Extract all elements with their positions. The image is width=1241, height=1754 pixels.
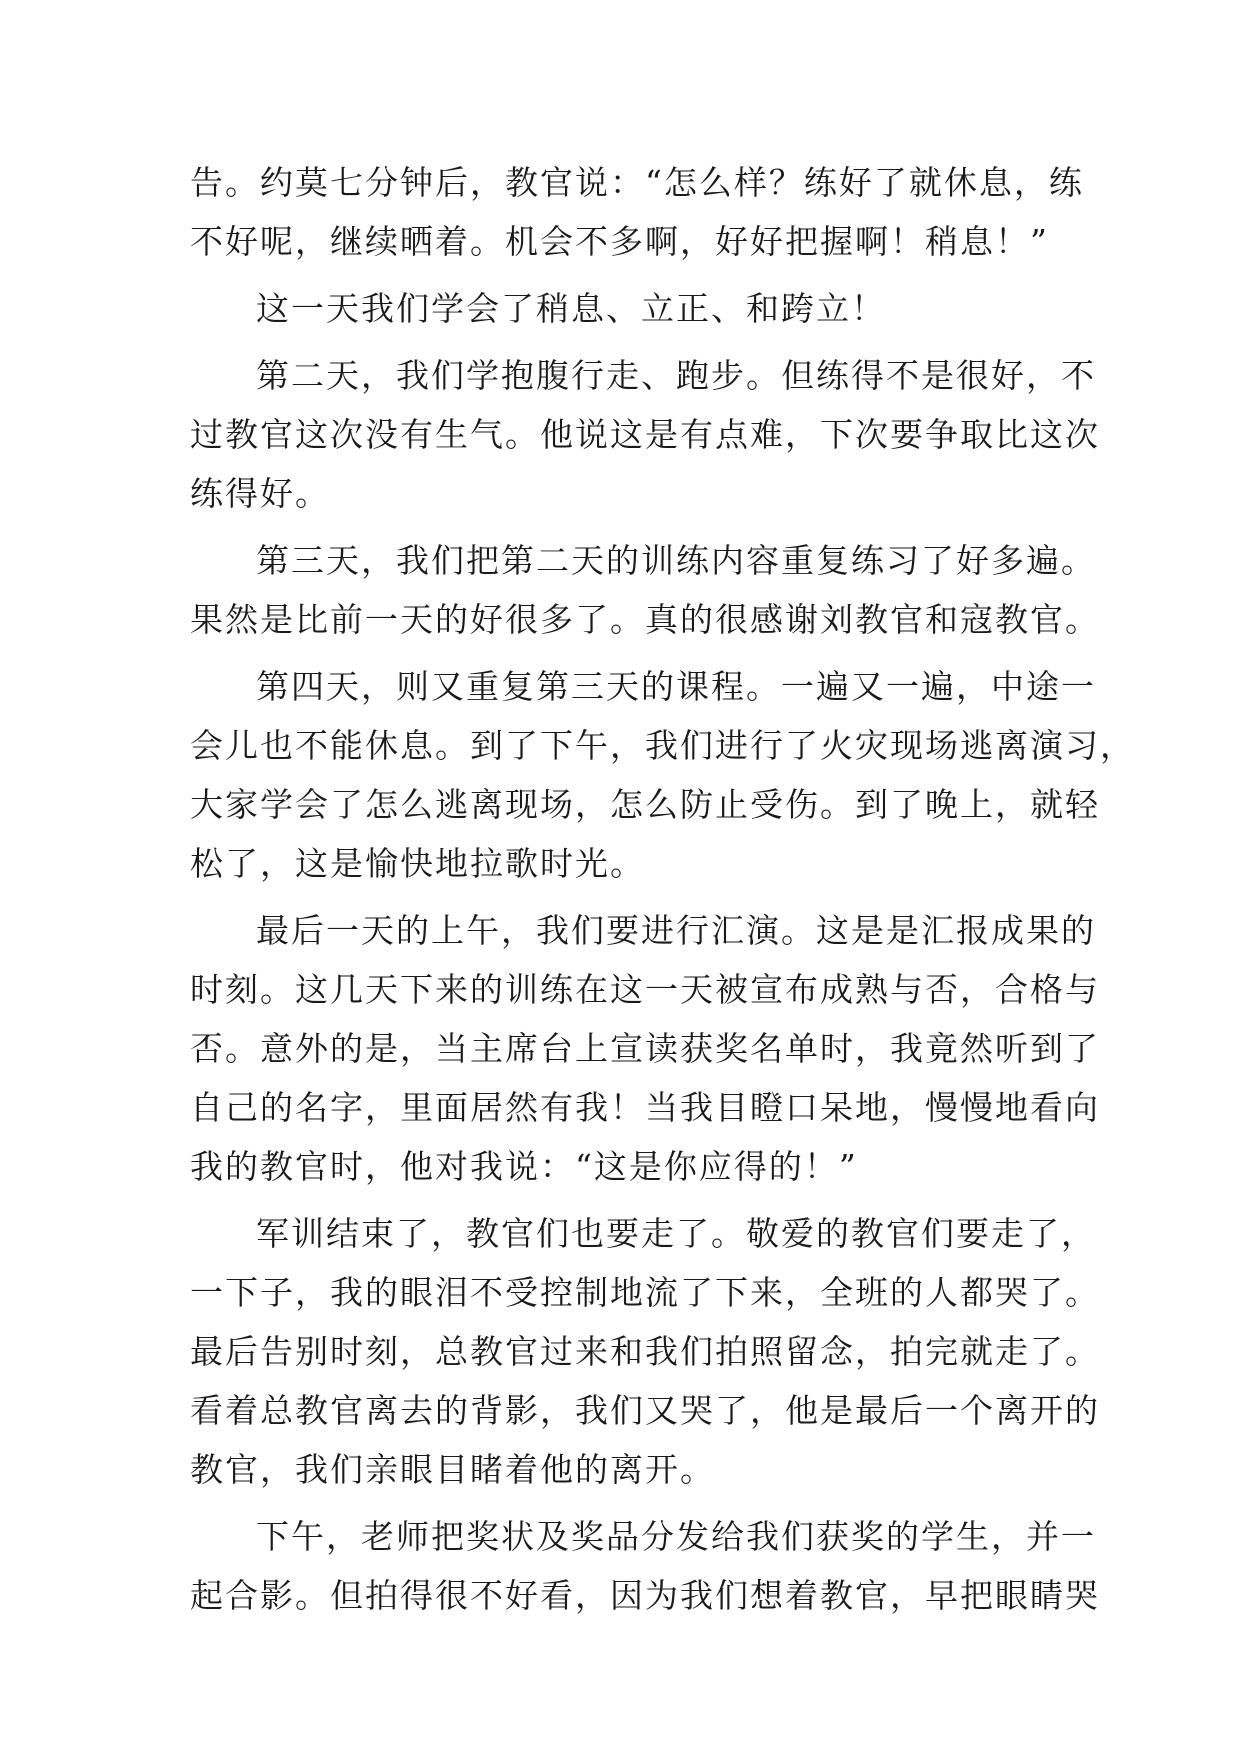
text-line: 过教官这次没有生气。他说这是有点难，下次要争取比这次 bbox=[190, 415, 1100, 454]
text-line: 看着总教官离去的背影，我们又哭了，他是最后一个离开的 bbox=[190, 1391, 1100, 1430]
paragraph-start-line: 第三天，我们把第二天的训练内容重复练习了好多遍。 bbox=[256, 541, 1096, 580]
document-body bbox=[190, 163, 1135, 1635]
text-line: 最后告别时刻，总教官过来和我们拍照留念，拍完就走了。 bbox=[190, 1332, 1100, 1371]
paragraph-start-line: 这一天我们学会了稍息、立正、和跨立！ bbox=[256, 289, 886, 328]
text-line: 一下子，我的眼泪不受控制地流了下来，全班的人都哭了。 bbox=[190, 1273, 1100, 1312]
text-line: 自己的名字，里面居然有我！当我目瞪口呆地，慢慢地看向 bbox=[190, 1088, 1100, 1127]
text-line: 告。约莫七分钟后，教官说：“怎么样？练好了就休息，练 bbox=[190, 163, 1084, 202]
text-line: 果然是比前一天的好很多了。真的很感谢刘教官和寇教官。 bbox=[190, 600, 1100, 639]
text-line: 不好呢，继续晒着。机会不多啊，好好把握啊！稍息！” bbox=[190, 222, 1049, 261]
text-line: 松了，这是愉快地拉歌时光。 bbox=[190, 844, 645, 883]
text-line: 我的教官时，他对我说：“这是你应得的！” bbox=[190, 1147, 858, 1186]
paragraph-start-line: 最后一天的上午，我们要进行汇演。这是是汇报成果的 bbox=[256, 911, 1096, 950]
text-line: 会儿也不能休息。到了下午，我们进行了火灾现场逃离演习， bbox=[190, 726, 1135, 765]
text-line: 时刻。这几天下来的训练在这一天被宣布成熟与否，合格与 bbox=[190, 970, 1100, 1009]
paragraph-start-line: 下午，老师把奖状及奖品分发给我们获奖的学生，并一 bbox=[256, 1517, 1096, 1556]
text-line: 否。意外的是，当主席台上宣读获奖名单时，我竟然听到了 bbox=[190, 1029, 1100, 1068]
paragraph-start-line: 第二天，我们学抱腹行走、跑步。但练得不是很好，不 bbox=[256, 356, 1096, 395]
paragraph-start-line: 军训结束了，教官们也要走了。敬爱的教官们要走了， bbox=[256, 1214, 1096, 1253]
text-line: 教官，我们亲眼目睹着他的离开。 bbox=[190, 1450, 715, 1489]
paragraph-start-line: 第四天，则又重复第三天的课程。一遍又一遍，中途一 bbox=[256, 667, 1096, 706]
text-line: 练得好。 bbox=[190, 474, 330, 513]
text-line: 大家学会了怎么逃离现场，怎么防止受伤。到了晚上，就轻 bbox=[190, 785, 1100, 824]
text-line: 起合影。但拍得很不好看，因为我们想着教官，早把眼睛哭 bbox=[190, 1576, 1100, 1615]
